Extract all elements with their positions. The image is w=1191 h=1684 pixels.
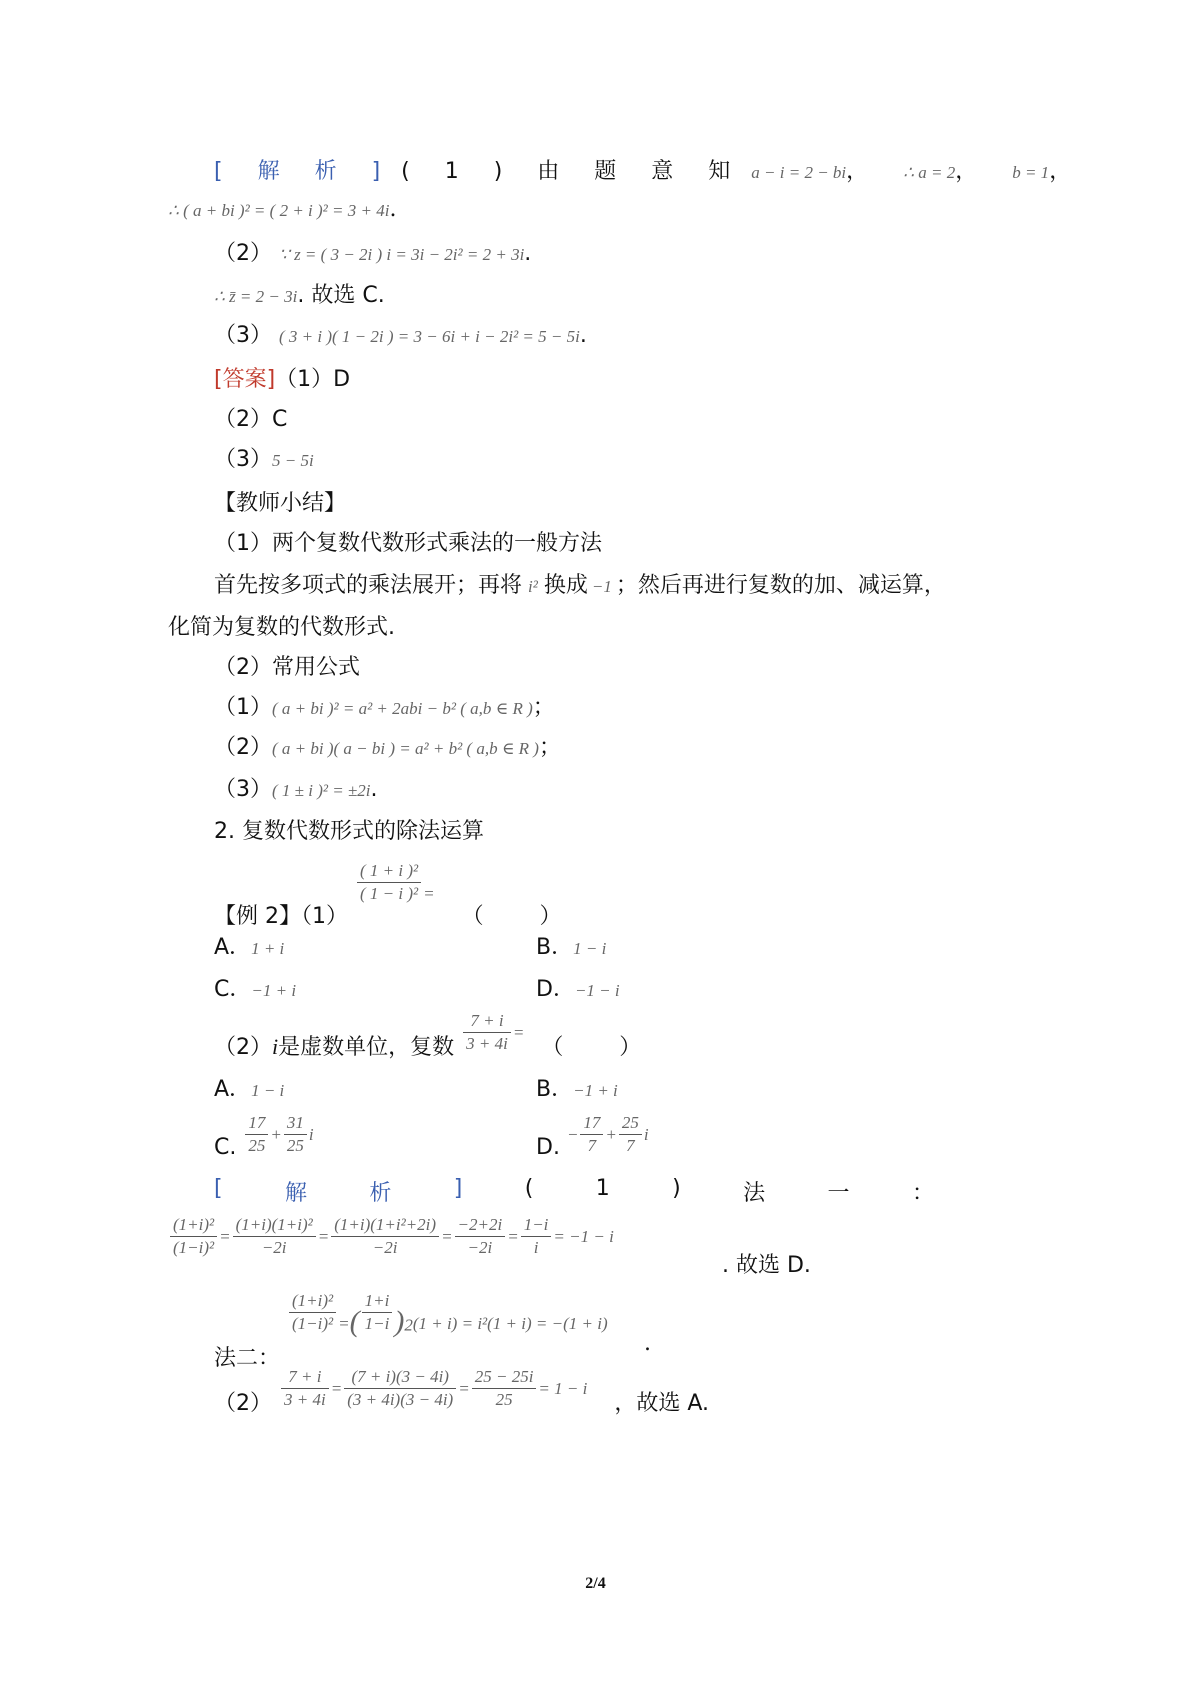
fraction [344,1366,456,1411]
q1-denominator: ( 1 − i )² [360,884,419,903]
tail: (1 + i) = i²(1 + i) = −(1 + i) [412,1314,608,1333]
num: 31 [284,1112,307,1135]
summary-item1: （1）两个复数代数形式乘法的一般方法 [214,531,602,556]
option-letter: D． [536,977,575,1002]
formula-1-math: ( a + bi )² = a² + 2abi − b² ( a,b ∈ R ) [272,699,533,718]
num: 1+i [362,1290,393,1313]
equals: = [423,884,435,903]
option-math: 1 − i [573,939,607,958]
num: (7 + i)(3 − 4i) [344,1366,456,1389]
token: ( [524,1176,534,1201]
q2-fraction [463,1010,511,1055]
q2-option-c: C. $\frac{17}{25}$ + $\frac{31}{25}$ i [214,1112,314,1160]
q2-numerator: 7 + i [463,1010,511,1033]
analysis1-line1: [ 解 析 ] ( 1 ) 由 题 意 知 a − i = 2 − bi， ∴ a = 2， b = 1， [214,159,1072,184]
num: 17 [580,1112,603,1135]
fraction [455,1214,506,1259]
fraction [233,1214,316,1259]
page-number: 2/4 [585,1575,606,1592]
token: ： [911,1181,934,1206]
answer-1: （1）D [275,367,351,392]
summary-item2: （2）常用公式 [214,655,360,680]
fraction [289,1290,336,1335]
analysis2-header [214,1176,934,1207]
q2-option-a [214,1076,284,1105]
token: [ [214,1176,223,1201]
analysis1-conj [214,282,385,311]
example2-q2 [214,1004,641,1076]
den: −2i [372,1237,398,1257]
semicolon: ； [538,735,561,760]
num: 25 [619,1112,642,1135]
formula-2 [214,734,561,763]
formula-2-math: ( a + bi )( a − bi ) = a² + b² ( a,b ∈ R ) [272,739,539,758]
tail-i: i [308,1125,314,1144]
q1-option-b [536,934,606,963]
den: 25 [495,1389,513,1409]
num: (1+i)² [170,1214,217,1237]
answer-2: （2）C [214,407,288,432]
tail: = 1 − i [538,1379,588,1398]
fraction [284,1112,307,1157]
q2-prefix: （2） [214,1035,272,1060]
option-letter: B． [536,935,574,960]
summary-text-a: 首先按多项式的乘法展开；再将 [214,573,523,598]
analysis1-line2: ∴ ( a + bi )² = ( 2 + i )² = 3 + 4i. [168,197,397,222]
method2-label: 法二： [214,1346,281,1371]
eq-zbar: ∴ z̄ = 2 − 3i [214,287,298,306]
token: 析 [369,1181,392,1206]
method3: （2） $\frac{7 + i}{3 + 4i}$ = $\frac{(7 + i)(3 - 4i)}{(3 + 4i)(3 - 4i)}$ = $\frac{25 - 25i}{25}$ = 1 − i ，故选 A. [214,1366,709,1416]
q2-text: 是虚数单位，复数 [278,1035,455,1060]
q2-option-b [536,1076,618,1105]
part3-prefix: （3） [214,323,272,348]
fraction [331,1214,439,1259]
answer-label: [答案] [214,367,276,392]
tail: = −1 − i [553,1227,614,1246]
num: 7 + i [281,1366,329,1389]
method2: 法二： $\frac{\text{(1+i)²}}{\text{(1−i)²}}$ =( $\frac{1+i}{1-i}$ )$^{2(1 + i) = i^2(1 + i) = -(1 + i)}$ [214,1291,608,1371]
q2-denominator: 3 + 4i [466,1033,508,1053]
formula-2-prefix: （2） [214,735,272,760]
math-i-squared: i² [528,577,538,596]
part2-prefix: （2） [214,241,272,266]
answer-3-math: 5 − 5i [272,451,314,470]
q2-option-d: D. − $\frac{17}{7}$ + $\frac{25}{7}$ i [536,1112,649,1160]
num: (1+i)(1+i)² [233,1214,316,1237]
den: −2i [261,1237,287,1257]
fraction [580,1112,603,1157]
summary-text-c: ；然后再进行复数的加、减运算， [615,573,946,598]
fraction [245,1112,268,1157]
eq-a-minus-i: a − i = 2 − bi [751,163,847,182]
option-math: 1 − i [251,1081,285,1100]
num: (1+i)² [289,1290,336,1313]
fraction [521,1214,552,1259]
token: ] [453,1176,463,1201]
den: (1−i)² [173,1237,215,1257]
option-letter: D. [536,1135,560,1160]
q1-option-a [214,934,284,963]
summary-text1 [214,572,954,601]
den: (1−i)² [292,1314,334,1333]
eq-product: ( 3 + i )( 1 − 2i ) = 3 − 6i + i − 2i² = 5 − 5i [279,327,580,346]
option-math: −1 + i [251,981,297,1000]
math-neg-one: −1 [591,577,612,596]
equals: = [512,1023,525,1042]
choose-a: ，故选 A. [614,1391,709,1416]
answer-blank: （ ） [541,1035,642,1060]
num: (1+i)(1+i²+2i) [331,1214,439,1237]
summary-text2: 化简为复数的代数形式. [168,615,395,640]
analysis1-part3: （3） ( 3 + i )( 1 − 2i ) = 3 − 6i + i − 2i² = 5 − 5i. [214,323,587,348]
den: (3 + 4i)(3 − 4i) [347,1389,454,1409]
token: ) [672,1176,681,1201]
formula-3-math: ( 1 ± i )² = ±2i [272,781,371,800]
den: 1−i [364,1314,390,1333]
option-letter: C． [214,977,252,1002]
section2-title: 2. 复数代数形式的除法运算 [214,819,484,844]
den: 25 [286,1135,304,1155]
den: 7 [626,1135,635,1155]
answer-blank: （ ） [461,904,562,929]
fraction [281,1366,329,1411]
eq-z: ∵ z = ( 3 − 2i ) i = 3i − 2i² = 2 + 3i [279,245,525,264]
q1-option-d [536,976,620,1005]
part2-prefix: （2） [214,1391,272,1416]
tail-i: i [643,1125,649,1144]
num: 25 − 25i [472,1366,537,1389]
method2-period: . [644,1331,651,1356]
token: 解 [284,1181,307,1206]
den: i [533,1237,539,1257]
option-math: 1 + i [251,939,285,958]
fraction [472,1366,537,1411]
num: −2+2i [455,1214,506,1237]
token: 1 [595,1176,610,1201]
semicolon: ； [532,695,555,720]
summary-text-b: 换成 [543,573,588,598]
answer-line3 [214,446,314,475]
method1-equation: $\frac{\text{(1+i)²}}{\text{(1−i)²}}$ = $\frac{\text{(1+i)(1+i)²}}{-2i}$ = $\frac{\text{(1+i)(1+i²+2i)}}{-2i}$ = $\frac{-2+2i}{-2i}$ = $\frac{1-i}{i}$ = −1 − i [168,1208,614,1265]
answer-line1 [214,366,350,394]
den: 25 [248,1135,266,1155]
part1-prefix: ( 1 ) 由 题 意 知 [401,159,745,184]
q1-option-c [214,976,296,1005]
fraction [619,1112,642,1157]
fraction [362,1290,393,1335]
answer-3-prefix: （3） [214,447,272,472]
formula-1-prefix: （1） [214,695,272,720]
eq-b-equals-1: b = 1 [1012,163,1050,182]
eq-a-equals-2: ∴ a = 2 [903,163,956,182]
token: 法 [743,1181,766,1206]
formula-3-prefix: （3） [214,777,272,802]
option-letter: A． [214,935,252,960]
q2-i: i [272,1034,279,1059]
den: −2i [467,1237,493,1257]
den: 3 + 4i [284,1389,326,1409]
example2-label: 【例 2】（1） [214,904,348,929]
option-letter: B． [536,1077,574,1102]
formula-3 [214,776,378,805]
analysis1-part2: （2） ∵ z = ( 3 − 2i ) i = 3i − 2i² = 2 + 3i. [214,241,532,266]
num: 17 [245,1112,268,1135]
fraction [170,1214,217,1259]
num: 1−i [521,1214,552,1237]
formula-1 [214,694,555,723]
choose-c: . 故选 C. [297,283,385,308]
option-math: −1 − i [574,981,620,1000]
token: 一 [827,1181,850,1206]
eq-square: ∴ ( a + bi )² = ( 2 + i )² = 3 + 4i [168,201,390,220]
analysis-label: [ 解 析 ] [214,159,395,184]
option-math: −1 + i [573,1081,618,1100]
den: 7 [587,1135,597,1155]
option-letter: C. [214,1135,237,1160]
method1-end: . 故选 D. [722,1253,811,1278]
period: . [370,777,378,802]
option-letter: A． [214,1077,252,1102]
summary-heading: 【教师小结】 [214,491,347,516]
q1-numerator: ( 1 + i )² [357,860,421,883]
q1-fraction [357,860,421,905]
